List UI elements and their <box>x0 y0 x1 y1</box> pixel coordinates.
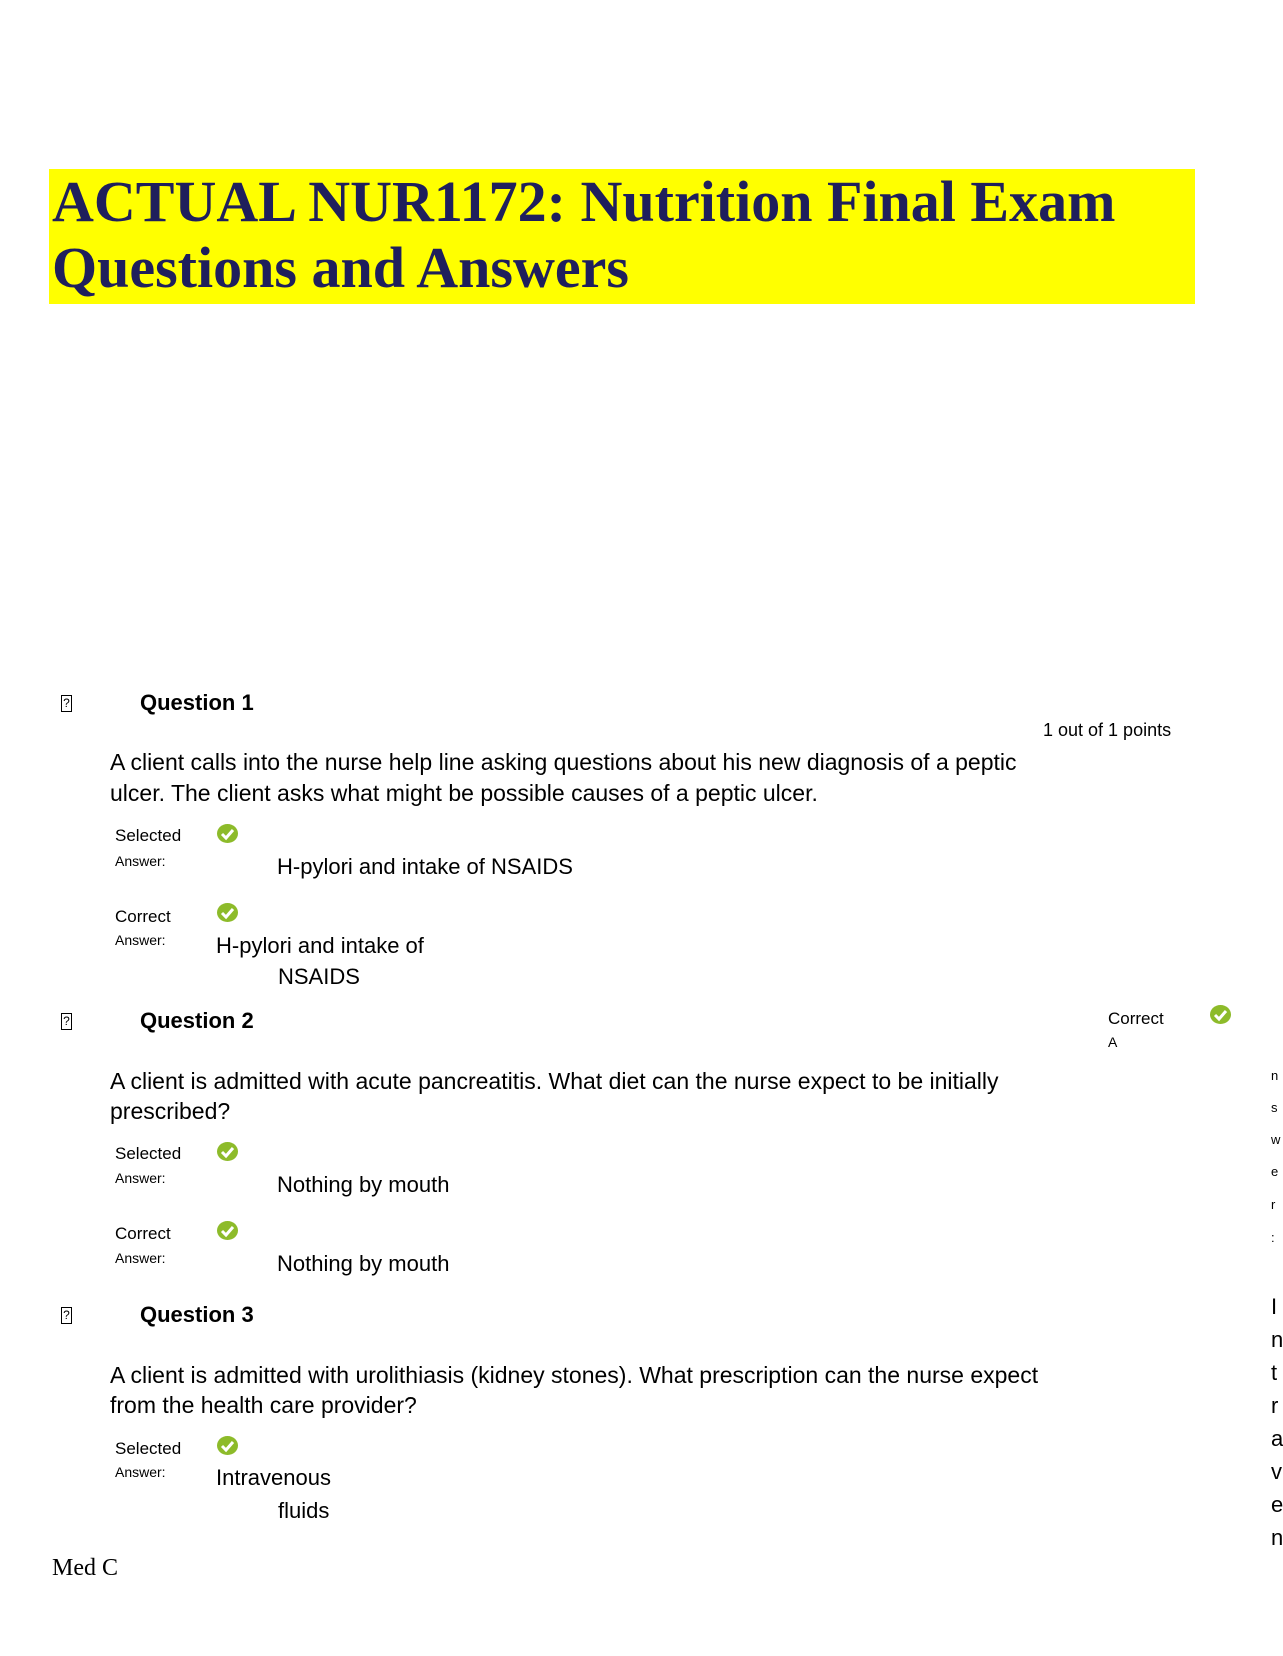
selected-label: Selected <box>115 1439 182 1458</box>
side-correct-label: Correct <box>1108 1009 1164 1028</box>
selected-answer: Intravenous <box>216 1465 331 1490</box>
question-marker-icon: ? <box>61 1307 72 1324</box>
title-line-2: Questions and Answers <box>52 235 629 300</box>
check-icon <box>1210 1005 1231 1024</box>
check-icon <box>217 1221 238 1240</box>
side-letter: s <box>1271 1100 1278 1115</box>
correct-answer-2: NSAIDS <box>278 964 360 989</box>
side-letter: n <box>1271 1068 1279 1083</box>
answer-label: Answer: <box>115 1464 166 1480</box>
answer-label: Answer: <box>115 853 166 869</box>
check-icon <box>217 1142 238 1161</box>
selected-label: Selected <box>115 1144 182 1163</box>
selected-answer: Nothing by mouth <box>277 1172 450 1197</box>
side-letter: n <box>1271 1327 1283 1352</box>
side-letter: t <box>1271 1360 1278 1385</box>
answer-label: Answer: <box>115 1250 166 1266</box>
question-2-text-2: prescribed? <box>110 1098 231 1124</box>
question-marker-icon: ? <box>61 1013 72 1030</box>
check-icon <box>217 1436 238 1455</box>
correct-answer: H-pylori and intake of <box>216 933 424 958</box>
side-letter: a <box>1271 1426 1283 1451</box>
title-highlight <box>49 169 1195 304</box>
side-letter: n <box>1271 1525 1283 1550</box>
question-3-text-2: from the health care provider? <box>110 1392 417 1418</box>
correct-label: Correct <box>115 907 171 926</box>
points-score: 1 out of 1 points <box>1043 720 1172 740</box>
side-letter: e <box>1271 1164 1279 1179</box>
side-letter: w <box>1271 1132 1281 1147</box>
check-icon <box>217 824 238 843</box>
selected-answer-2: fluids <box>278 1498 330 1523</box>
question-marker-icon: ? <box>61 695 72 712</box>
question-1-heading: Question 1 <box>140 690 254 715</box>
side-letter: r <box>1271 1393 1279 1418</box>
correct-label: Correct <box>115 1224 171 1243</box>
footer-text: Med C <box>52 1555 118 1581</box>
question-1-text-2: ulcer. The client asks what might be possible causes of a peptic ulcer. <box>110 780 818 806</box>
selected-answer: H-pylori and intake of NSAIDS <box>277 854 573 879</box>
side-letter: v <box>1271 1459 1282 1484</box>
side-letter: I <box>1271 1294 1278 1319</box>
title-line-1: ACTUAL NUR1172: Nutrition Final Exam <box>52 169 1116 234</box>
check-icon <box>217 903 238 922</box>
question-3-text: A client is admitted with urolithiasis (kidney stones). What prescription can the nurse expect <box>110 1362 1039 1388</box>
answer-label: Answer: <box>115 1170 166 1186</box>
question-1-text: A client calls into the nurse help line asking questions about his new diagnosis of a peptic <box>110 749 1017 775</box>
question-2-heading: Question 2 <box>140 1008 254 1033</box>
answer-label: Answer: <box>115 932 166 948</box>
side-letter: r <box>1271 1197 1276 1212</box>
question-2-text: A client is admitted with acute pancreatitis. What diet can the nurse expect to be initially <box>110 1068 999 1094</box>
side-a-label: A <box>1108 1034 1118 1050</box>
question-3-heading: Question 3 <box>140 1302 254 1327</box>
side-letter: : <box>1271 1230 1275 1245</box>
correct-answer: Nothing by mouth <box>277 1251 450 1276</box>
selected-label: Selected <box>115 826 182 845</box>
side-letter: e <box>1271 1492 1283 1517</box>
